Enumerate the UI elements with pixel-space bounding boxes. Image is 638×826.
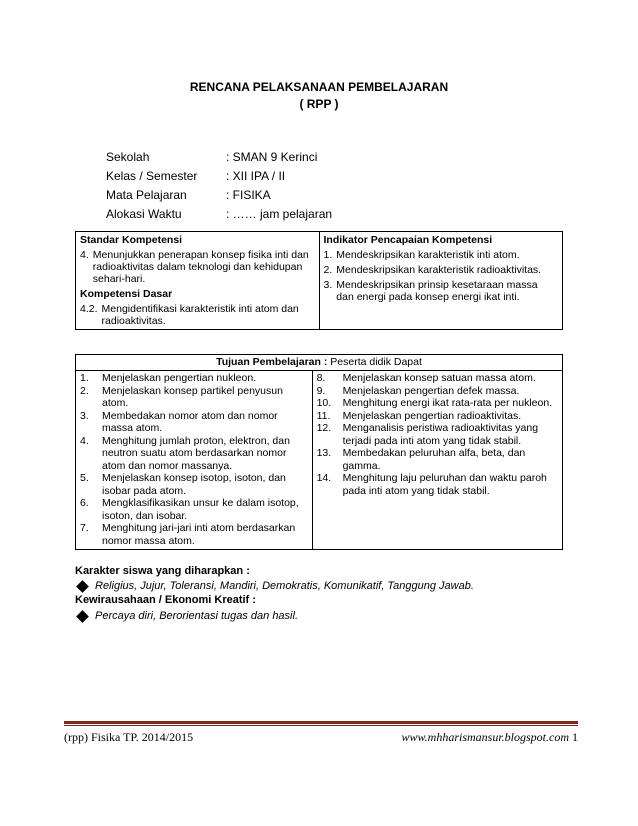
objective-item	[80, 435, 308, 473]
diamond-bullet-icon	[76, 580, 89, 593]
item-number: 4.	[80, 249, 89, 261]
identity-row	[106, 204, 332, 223]
indicator-cell	[319, 232, 563, 330]
item-text: Menghitung energi ikat rata-rata per nukleon.	[342, 397, 553, 409]
entrepreneur-values: Percaya diri, Berorientasi tugas dan hasil.	[95, 610, 298, 622]
objectives-right-column	[312, 371, 562, 550]
basic-competence-header: Kompetensi Dasar	[80, 288, 173, 300]
identity-value: : FISIKA	[226, 187, 271, 202]
item-number: 5.	[80, 472, 89, 484]
objective-item	[317, 410, 558, 423]
objective-item	[317, 422, 558, 447]
objectives-left-column	[76, 371, 313, 550]
footer-divider-thin	[64, 725, 578, 726]
item-text: Menjelaskan konsep partikel penyusun atom.	[102, 384, 283, 409]
item-number: 1.	[323, 249, 333, 261]
item-text: Membedakan nomor atom dan nomor massa atom.	[102, 409, 278, 434]
identity-label: Sekolah	[106, 149, 150, 164]
item-number: 9.	[316, 384, 326, 397]
character-values: Religius, Jujur, Toleransi, Mandiri, Demokratis, Komunikatif, Tanggung Jawab.	[95, 580, 474, 592]
item-number: 1.	[80, 372, 89, 384]
item-number: 10.	[316, 397, 332, 409]
item-text: Menjelaskan konsep satuan massa atom.	[342, 372, 536, 384]
footer-divider	[64, 721, 578, 724]
objectives-table	[75, 354, 563, 550]
diamond-bullet-icon	[76, 610, 89, 623]
objective-item	[317, 472, 558, 497]
identity-block	[106, 147, 332, 223]
item-text: Menghitung jari-jari inti atom berdasarkan nomor massa atom.	[102, 522, 296, 547]
basic-competence-item	[80, 303, 315, 327]
footer-right	[402, 730, 578, 745]
item-number: 11.	[316, 409, 331, 422]
identity-label: Mata Pelajaran	[106, 187, 187, 202]
objective-item	[80, 385, 308, 410]
item-text: Menghitung laju peluruhan dan waktu paroh pada inti atom yang tidak stabil.	[342, 472, 547, 497]
item-number: 3.	[80, 409, 89, 422]
objective-item	[80, 472, 308, 497]
identity-value: : XII IPA / II	[226, 168, 286, 183]
item-text: Menjelaskan konsep isotop, isoton, dan isobar pada atom.	[102, 472, 286, 497]
objective-item	[317, 447, 558, 472]
item-number: 8.	[316, 372, 326, 384]
standard-competence-item	[80, 249, 315, 285]
item-text: Mengidentifikasi karakteristik inti atom dan radioaktivitas.	[101, 303, 299, 327]
identity-row	[106, 147, 332, 166]
item-number: 2.	[323, 264, 333, 276]
item-number: 13.	[316, 447, 332, 459]
indicator-header: Indikator Pencapaian Kompetensi	[323, 234, 493, 246]
objective-item	[80, 372, 308, 385]
footer-document-label: (rpp) Fisika TP. 2014/2015	[64, 730, 194, 744]
item-text: Mendeskripsikan karakteristik inti atom.	[336, 249, 520, 261]
item-text: Membedakan peluruhan alfa, beta, dan gamma.	[342, 447, 526, 472]
competence-table	[75, 231, 563, 330]
item-text: Mendeskripsikan prinsip kesetaraan massa dan energi pada konsep energi ikat inti.	[336, 279, 538, 303]
identity-row	[106, 166, 332, 185]
identity-value: : …… jam pelajaran	[226, 206, 333, 221]
item-text: Menjelaskan pengertian radioaktivitas.	[342, 409, 522, 422]
objective-item	[80, 410, 308, 435]
item-text: Menganalisis peristiwa radioaktivitas yang terjadi pada inti atom yang tidak stabil.	[342, 422, 539, 447]
item-text: Mendeskripsikan karakteristik radioaktivitas.	[336, 264, 542, 276]
item-number: 4.	[80, 434, 89, 447]
item-number: 4.2.	[80, 303, 98, 315]
character-values-line	[75, 580, 474, 592]
item-number: 2.	[80, 384, 89, 397]
indicator-item	[324, 279, 559, 303]
item-number: 6.	[80, 497, 89, 509]
item-text: Mengklasifikasikan unsur ke dalam isotop, isoton, dan isobar.	[102, 497, 299, 522]
page-number: 1	[572, 730, 578, 744]
item-text: Menjelaskan pengertian nukleon.	[102, 372, 257, 384]
entrepreneur-values-line	[75, 610, 298, 622]
objectives-header-rest: Peserta didik Dapat	[327, 356, 422, 368]
entrepreneur-heading: Kewirausahaan / Ekonomi Kreatif :	[75, 594, 256, 606]
identity-label: Kelas / Semester	[106, 168, 198, 183]
standard-competence-header: Standar Kompetensi	[80, 234, 183, 246]
indicator-item	[324, 249, 559, 261]
item-text: Menunjukkan penerapan konsep fisika inti dan radioaktivitas dalam teknologi dan kehidupan sehari-hari.	[92, 249, 309, 285]
objective-item	[317, 385, 558, 398]
objective-item	[80, 522, 308, 547]
indicator-item	[324, 264, 559, 276]
objectives-header	[76, 355, 563, 371]
objective-item	[317, 372, 558, 385]
objectives-header-bold: Tujuan Pembelajaran :	[216, 356, 328, 368]
objective-item	[80, 497, 308, 522]
item-number: 7.	[80, 522, 89, 534]
character-heading: Karakter siswa yang diharapkan :	[75, 565, 250, 577]
objective-item	[317, 397, 558, 410]
document-subtitle: ( RPP )	[299, 97, 339, 111]
identity-row	[106, 185, 332, 204]
document-title: RENCANA PELAKSANAAN PEMBELAJARAN	[189, 80, 449, 94]
footer-url: www.mhharismansur.blogspot.com	[401, 730, 569, 744]
item-number: 3.	[323, 279, 333, 291]
item-number: 12.	[316, 422, 332, 434]
identity-value: : SMAN 9 Kerinci	[226, 149, 318, 164]
item-number: 14.	[316, 472, 332, 484]
item-text: Menghitung jumlah proton, elektron, dan neutron suatu atom berdasarkan nomor atom dan nomor massanya.	[102, 434, 290, 472]
item-text: Menjelaskan pengertian defek massa.	[342, 384, 520, 397]
standard-competence-cell	[76, 232, 320, 330]
identity-label: Alokasi Waktu	[106, 206, 182, 221]
